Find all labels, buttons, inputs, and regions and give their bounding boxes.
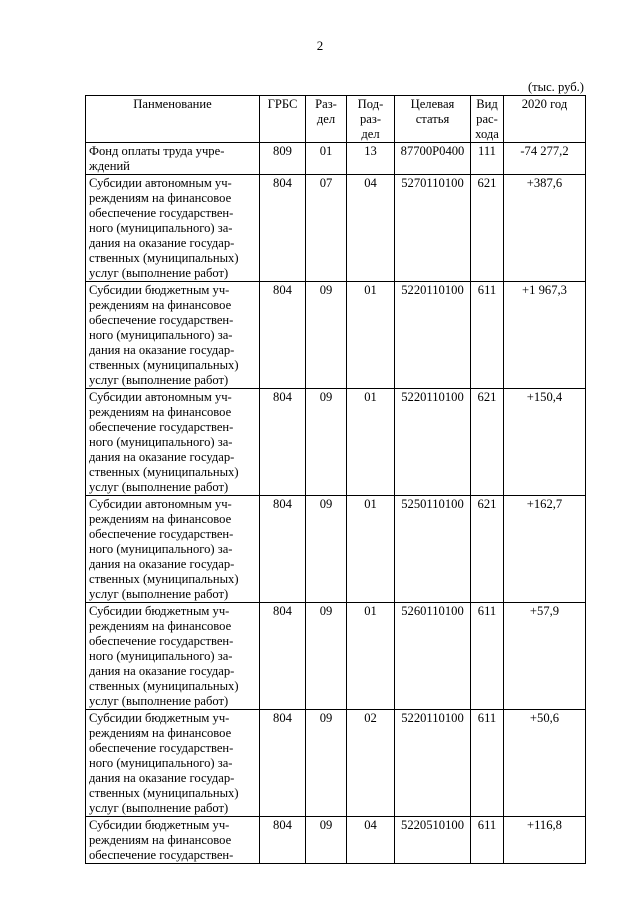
cell-podrazdel: 02 xyxy=(347,710,395,817)
cell-amount: +1 967,3 xyxy=(504,282,586,389)
table-row xyxy=(86,143,586,175)
cell-amount: +150,4 xyxy=(504,389,586,496)
cell-amount: -74 277,2 xyxy=(504,143,586,175)
cell-grbs: 804 xyxy=(260,282,306,389)
cell-name: Субсидии автономным уч- реждениям на финансовое обеспечение государствен- ного (муниципального) за- дания на оказание государ- ственных (муниципальных) услуг (выполнение работ) xyxy=(86,175,260,282)
units-label: (тыс. руб.) xyxy=(527,80,584,94)
table-row xyxy=(86,496,586,603)
cell-razdel: 09 xyxy=(306,603,347,710)
header-vid: Вид рас- хода xyxy=(471,96,504,143)
cell-podrazdel: 13 xyxy=(347,143,395,175)
cell-amount: +50,6 xyxy=(504,710,586,817)
cell-name: Фонд оплаты труда учре- ждений xyxy=(86,143,260,175)
cell-vid: 621 xyxy=(471,389,504,496)
header-year: 2020 год xyxy=(504,96,586,143)
cell-vid: 111 xyxy=(471,143,504,175)
cell-name: Субсидии бюджетным уч- реждениям на финансовое обеспечение государствен- ного (муниципального) за- дания на оказание государ- ственных (муниципальных) услуг (выполнение работ) xyxy=(86,282,260,389)
table-row xyxy=(86,817,586,864)
cell-vid: 611 xyxy=(471,817,504,864)
table-header-row xyxy=(86,96,586,143)
cell-vid: 621 xyxy=(471,175,504,282)
header-podrazdel: Под- раз- дел xyxy=(347,96,395,143)
cell-amount: +162,7 xyxy=(504,496,586,603)
cell-podrazdel: 04 xyxy=(347,817,395,864)
header-celevaya: Целевая статья xyxy=(395,96,471,143)
cell-celevaya: 5250110100 xyxy=(395,496,471,603)
cell-razdel: 01 xyxy=(306,143,347,175)
cell-razdel: 09 xyxy=(306,817,347,864)
cell-podrazdel: 04 xyxy=(347,175,395,282)
budget-table xyxy=(85,95,586,864)
cell-celevaya: 5260110100 xyxy=(395,603,471,710)
cell-amount: +387,6 xyxy=(504,175,586,282)
cell-razdel: 09 xyxy=(306,389,347,496)
table-row xyxy=(86,710,586,817)
cell-grbs: 804 xyxy=(260,496,306,603)
cell-grbs: 804 xyxy=(260,817,306,864)
table-row xyxy=(86,175,586,282)
cell-name: Субсидии автономным уч- реждениям на финансовое обеспечение государствен- ного (муниципального) за- дания на оказание государ- ственных (муниципальных) услуг (выполнение работ) xyxy=(86,496,260,603)
table-row xyxy=(86,603,586,710)
cell-name: Субсидии бюджетным уч- реждениям на финансовое обеспечение государствен- ного (муниципального) за- дания на оказание государ- ственных (муниципальных) услуг (выполнение работ) xyxy=(86,603,260,710)
header-razdel: Раз- дел xyxy=(306,96,347,143)
page-number: 2 xyxy=(316,38,324,53)
cell-grbs: 804 xyxy=(260,603,306,710)
cell-vid: 611 xyxy=(471,710,504,817)
cell-razdel: 09 xyxy=(306,496,347,603)
cell-name: Субсидии автономным уч- реждениям на финансовое обеспечение государствен- ного (муниципального) за- дания на оказание государ- ственных (муниципальных) услуг (выполнение работ) xyxy=(86,389,260,496)
header-name: Панменование xyxy=(86,96,260,143)
cell-celevaya: 5220510100 xyxy=(395,817,471,864)
cell-celevaya: 5220110100 xyxy=(395,282,471,389)
header-grbs: ГРБС xyxy=(260,96,306,143)
cell-razdel: 09 xyxy=(306,282,347,389)
cell-grbs: 809 xyxy=(260,143,306,175)
cell-name: Субсидии бюджетным уч- реждениям на финансовое обеспечение государствен- xyxy=(86,817,260,864)
cell-vid: 621 xyxy=(471,496,504,603)
cell-name: Субсидии бюджетным уч- реждениям на финансовое обеспечение государствен- ного (муниципального) за- дания на оказание государ- ственных (муниципальных) услуг (выполнение работ) xyxy=(86,710,260,817)
cell-vid: 611 xyxy=(471,282,504,389)
cell-celevaya: 5220110100 xyxy=(395,710,471,817)
table-row xyxy=(86,282,586,389)
cell-grbs: 804 xyxy=(260,710,306,817)
cell-grbs: 804 xyxy=(260,175,306,282)
cell-celevaya: 5220110100 xyxy=(395,389,471,496)
cell-amount: +116,8 xyxy=(504,817,586,864)
cell-razdel: 07 xyxy=(306,175,347,282)
cell-celevaya: 5270110100 xyxy=(395,175,471,282)
cell-vid: 611 xyxy=(471,603,504,710)
cell-celevaya: 87700Р0400 xyxy=(395,143,471,175)
cell-podrazdel: 01 xyxy=(347,282,395,389)
cell-podrazdel: 01 xyxy=(347,389,395,496)
cell-podrazdel: 01 xyxy=(347,603,395,710)
cell-amount: +57,9 xyxy=(504,603,586,710)
cell-grbs: 804 xyxy=(260,389,306,496)
cell-razdel: 09 xyxy=(306,710,347,817)
table-row xyxy=(86,389,586,496)
cell-podrazdel: 01 xyxy=(347,496,395,603)
